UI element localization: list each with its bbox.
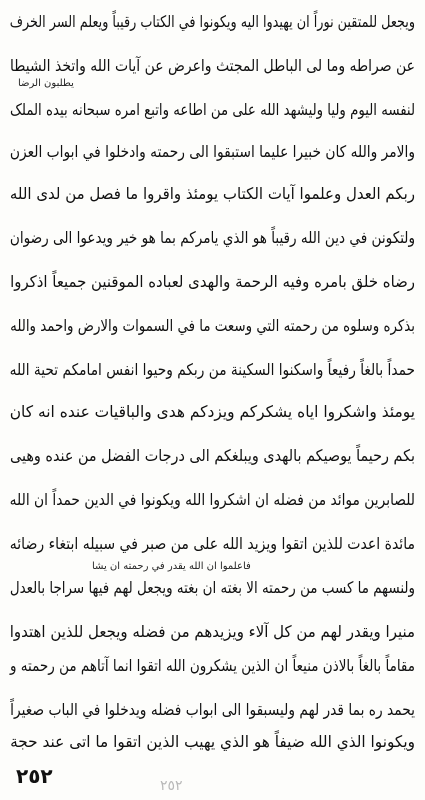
text-line-15: منيرا ويقدر لهم من كل آلاء ويزيدهم من فضله ويجعل للذين اهتدوا xyxy=(9,622,416,641)
faint-page-number: ٢٥٢ xyxy=(160,778,183,794)
text-line-6: ولتكونن في دين الله رقيباً هو الذي يامركم بما هو خير ويدعوا الى رضوان xyxy=(9,228,415,247)
text-line-13: مائدة اعدت للذين اتقوا ويزيد الله على من صبر في سبيله ابتغاء رضائه xyxy=(9,534,415,553)
text-line-9: حمداً بالغاً رفيعاً واسكنوا السكينة من ربكم وحيوا انفس امامكم تحية الله xyxy=(9,360,416,379)
margin-note-2: فاعلموا ان الله يقدر في رحمته ان يشا xyxy=(92,561,251,572)
text-line-4: والامر والله كان خبيرا عليما استبقوا الى رحمته وادخلوا في ابواب العزن xyxy=(9,142,415,161)
text-line-11: بكم رحيماً يوصيكم بالهدى ويبلغكم الى درجات الفضل من عنده وهيى xyxy=(10,446,416,465)
page-number: ٢٥٢ xyxy=(16,764,53,788)
text-line-18: ويكونوا الذي الله ضيفاً هو الذي يهيب الذين اتقوا ما اتى عند حجة xyxy=(10,732,415,751)
manuscript-text-block xyxy=(10,10,415,755)
text-line-17: يحمد ره بما قدر لهم وليسبقوا الى ابواب فضله ويدخلوا في الباب صغيراً xyxy=(10,700,416,719)
text-line-8: بذكره وسلوه من رحمته التي وسعت ما في السموات والارض واحمد والله xyxy=(10,316,415,335)
text-line-7: رضاه خلق بامره وفيه الرحمة والهدى لعباده الموقنين جميعاً اذكروا xyxy=(10,272,416,291)
text-line-10: يومئذ واشكروا اياه يشكركم ويزدكم هدى والباقيات عنده انه كان xyxy=(9,402,415,421)
text-line-14: ولنسهم ما كسب من رحمته الا بغته ان بغته ويجعل لهم فيها سراجا بالعدل xyxy=(9,578,415,597)
text-line-5: ربكم العدل وعلموا آيات الكتاب يومئذ واقروا ما فصل من لدى الله xyxy=(9,184,416,203)
text-line-1: ويجعل للمتقين نوراً ان يهيدوا اليه ويكونوا في الكتاب رقيباً ويعلم السر الخرف xyxy=(9,12,415,31)
margin-note-1: يطلبون الرضا xyxy=(18,78,74,89)
text-line-3: لنفسه اليوم وليا وليشهد الله علی من اطاعه واتبع امره سبحانه بیده الملک xyxy=(10,100,416,119)
text-line-16: مقاماً بالغاً بالاذن منيعاً ان الذين يشكرون الله اتقوا انما آتاهم من رحمته و xyxy=(10,656,415,675)
text-line-12: للصابرين موائد من فضله ان اشكروا الله ويكونوا في الدين حمداً ان الله xyxy=(9,490,415,509)
text-line-2: عن صراطه وما لی الباطل المجتث واعرض عن آیات الله واتخذ الشیطا xyxy=(10,56,416,75)
